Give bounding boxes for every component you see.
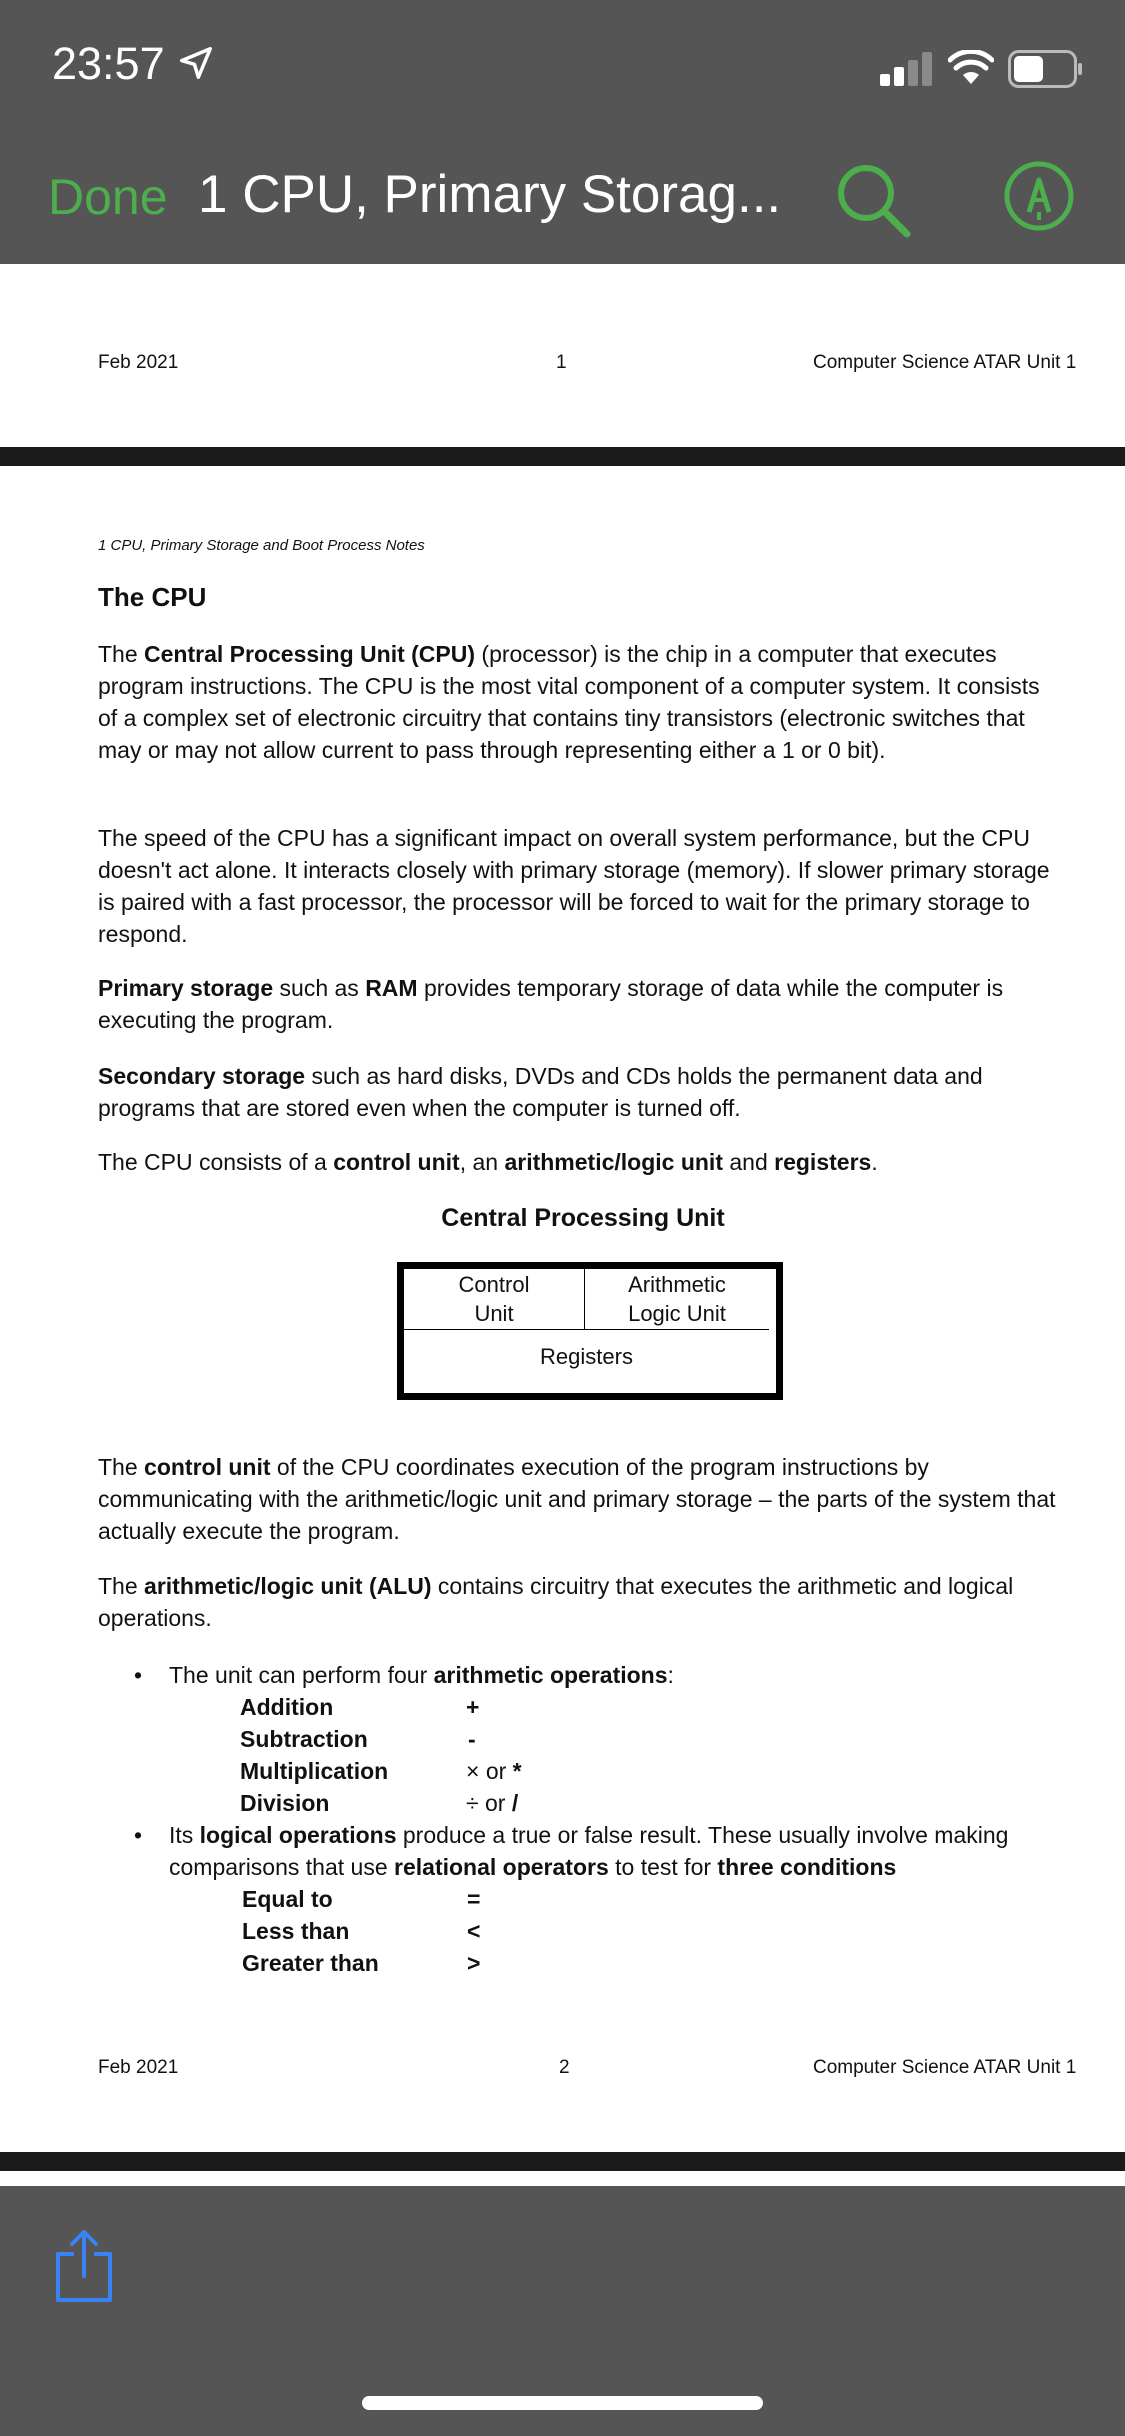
paragraph-cpu-speed: The speed of the CPU has a significant impact on overall system performance, but the CPU doesn't act alone. It interacts closely with primary storage (memory). If slower primary storage is paired with a fast processor, the processor will be forced to wait for the primary storage to respond. bbox=[98, 825, 1050, 947]
battery-icon bbox=[1008, 50, 1084, 88]
page1-footer-date: Feb 2021 bbox=[98, 352, 179, 373]
bullet-dot: • bbox=[134, 1662, 143, 1688]
page-separator bbox=[0, 447, 1125, 466]
rel-op-symbol: = bbox=[467, 1886, 481, 1912]
op-symbol: - bbox=[468, 1726, 476, 1752]
page2-footer-page-number: 2 bbox=[559, 2057, 570, 2078]
page1-footer-course: Computer Science ATAR Unit 1 bbox=[813, 352, 1077, 373]
paragraph-cpu-intro: The Central Processing Unit (CPU) (processor) is the chip in a computer that executes program instructions. The CPU is the most vital component of a computer system. It consists of a complex set of electronic circuitry that contains tiny transistors (electronic switches that may or may not allow current to pass through representing either a 1 or 0 bit). bbox=[98, 641, 1040, 763]
page-separator bbox=[0, 2152, 1125, 2171]
bullet-dot: • bbox=[134, 1822, 143, 1848]
wifi-icon bbox=[948, 50, 994, 86]
location-arrow-icon bbox=[177, 44, 215, 82]
paragraph-secondary-storage: Secondary storage such as hard disks, DVDs and CDs holds the permanent data and programs that are stored even when the computer is turned off. bbox=[98, 1063, 983, 1121]
rel-op-symbol: < bbox=[467, 1918, 481, 1944]
op-name: Subtraction bbox=[240, 1726, 368, 1752]
op-name: Multiplication bbox=[240, 1758, 389, 1784]
markup-pen-icon[interactable] bbox=[1003, 160, 1075, 232]
alu-cell: Arithmetic Logic Unit bbox=[628, 1272, 726, 1326]
cellular-signal-icon bbox=[880, 52, 936, 86]
paragraph-primary-storage: Primary storage such as RAM provides temporary storage of data while the computer is executing the program. bbox=[98, 975, 1004, 1033]
diagram-title: Central Processing Unit bbox=[441, 1204, 725, 1232]
op-name: Division bbox=[240, 1790, 330, 1816]
op-symbol: ÷ or / bbox=[466, 1790, 519, 1816]
search-icon[interactable] bbox=[833, 160, 913, 240]
section-heading: The CPU bbox=[98, 582, 207, 612]
op-name: Addition bbox=[240, 1694, 334, 1720]
done-button[interactable]: Done bbox=[48, 169, 168, 225]
op-symbol: + bbox=[466, 1694, 480, 1720]
paragraph-control-unit: The control unit of the CPU coordinates execution of the program instructions by communicating with the arithmetic/logic unit and primary storage – the parts of the system that actually execute the program. bbox=[98, 1454, 1056, 1544]
diagram-divider-horizontal bbox=[404, 1329, 769, 1330]
paragraph-alu: The arithmetic/logic unit (ALU) contains circuitry that executes the arithmetic and logical operations. bbox=[98, 1573, 1014, 1631]
page2-footer-course: Computer Science ATAR Unit 1 bbox=[813, 2057, 1077, 2078]
status-time: 23:57 bbox=[52, 38, 215, 90]
home-indicator[interactable] bbox=[362, 2396, 763, 2410]
bullet-logical: Its logical operations produce a true or false result. These usually involve making comparisons that use relational operators to test for three conditions bbox=[169, 1822, 1009, 1880]
op-symbol: × or * bbox=[466, 1758, 522, 1784]
document-title: 1 CPU, Primary Storag... bbox=[198, 165, 782, 224]
control-unit-cell: Control Unit bbox=[458, 1272, 530, 1326]
rel-op-name: Less than bbox=[242, 1918, 350, 1944]
bullet-arithmetic: The unit can perform four arithmetic operations: bbox=[169, 1662, 674, 1688]
paragraph-cpu-components: The CPU consists of a control unit, an arithmetic/logic unit and registers. bbox=[98, 1149, 878, 1175]
rel-op-symbol: > bbox=[467, 1950, 481, 1976]
rel-op-name: Greater than bbox=[242, 1950, 379, 1976]
page2-footer-date: Feb 2021 bbox=[98, 2057, 179, 2078]
running-header: 1 CPU, Primary Storage and Boot Process Notes bbox=[98, 537, 425, 554]
page1-footer-page-number: 1 bbox=[556, 352, 567, 373]
rel-op-name: Equal to bbox=[242, 1886, 333, 1912]
share-icon[interactable] bbox=[52, 2228, 116, 2304]
registers-cell: Registers bbox=[540, 1344, 633, 1369]
